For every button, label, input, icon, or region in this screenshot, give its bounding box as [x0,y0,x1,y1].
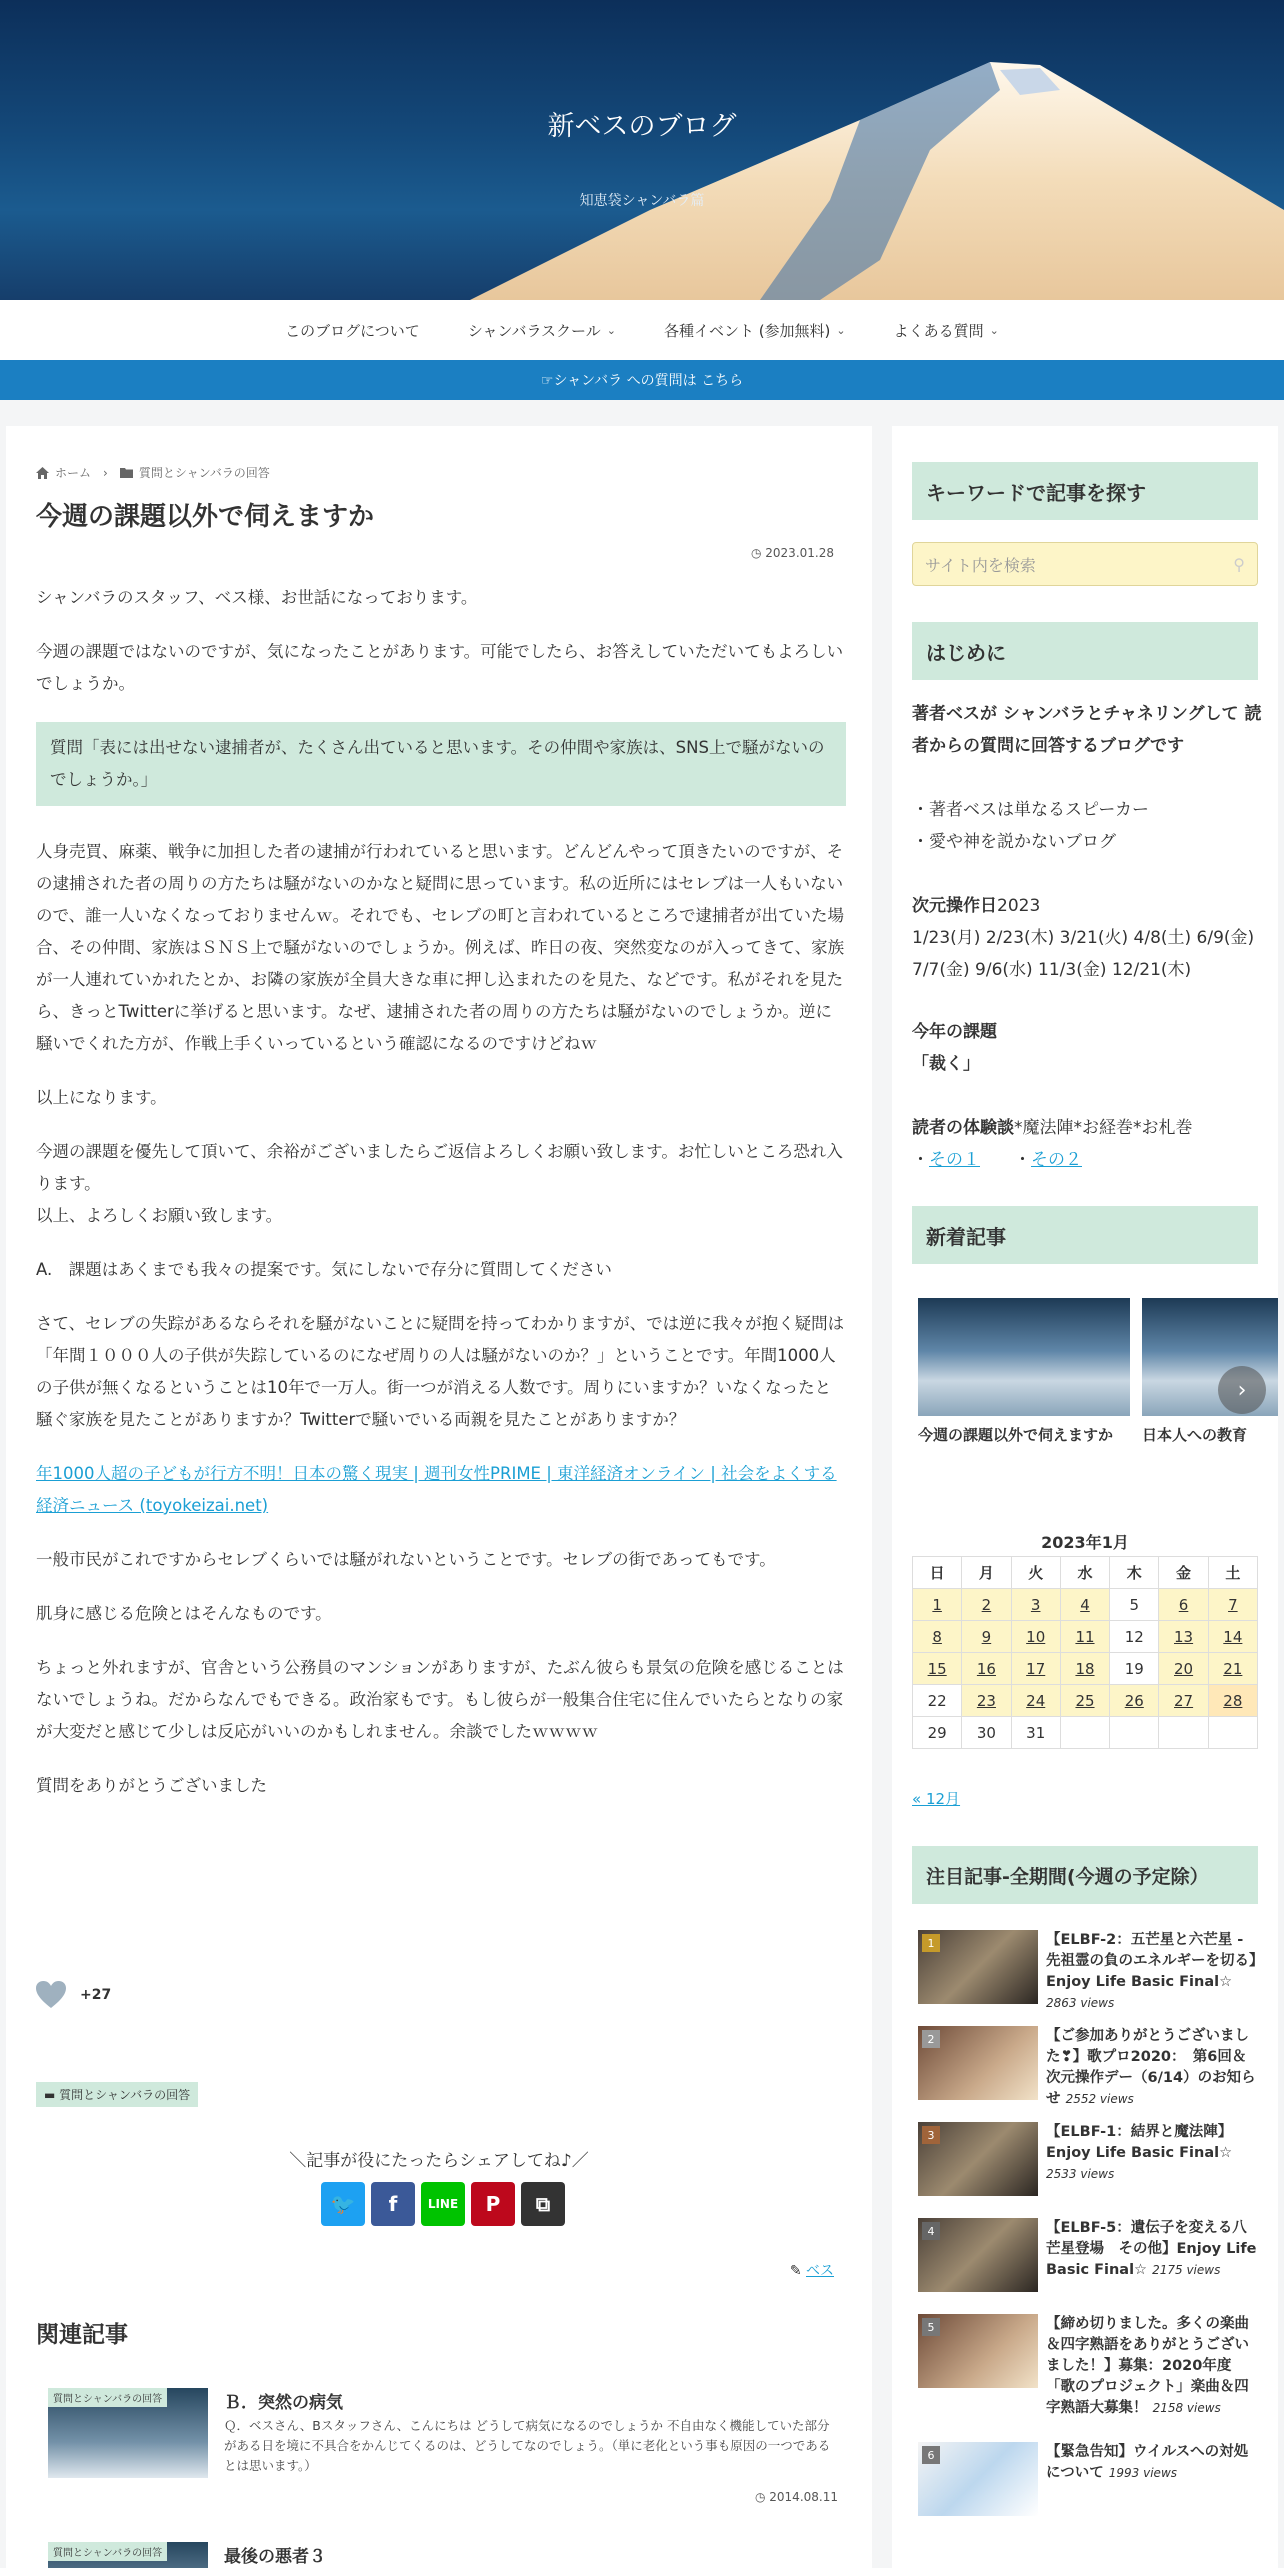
paragraph: シャンバラのスタッフ、ベス様、お世話になっております。 [36,588,478,607]
chevron-down-icon: ⌄ [989,323,999,337]
calendar-day[interactable]: 7 [1208,1589,1257,1621]
calendar-day[interactable]: 6 [1159,1589,1208,1621]
popular-title-text[interactable]: 【ELBF-2：五芒星と六芒星 - 先祖霊の負のエネルギーを切る】Enjoy Life Basic Final☆ [1046,1932,1257,1990]
intro-widget-heading: はじめに [912,622,1258,680]
paragraph: 質問をありがとうございました [36,1776,267,1795]
post-body [36,582,846,1824]
home-icon [36,467,49,479]
post-date [751,546,834,560]
pinterest-share-button[interactable]: P [471,2182,515,2226]
copy-share-button[interactable]: ⧉ [521,2182,565,2226]
related-category: 質問とシャンバラの回答 [48,2542,167,2561]
calendar-day[interactable]: 27 [1159,1685,1208,1717]
popular-title[interactable] [1046,1930,1260,2014]
external-link[interactable]: 年1000人超の子どもが行方不明！日本の驚く現実 | 週刊女性PRIME | 東洋経済オンライン | 社会をよくする経済ニュース (toyokeizai.net) [36,1464,837,1515]
calendar-day[interactable]: 14 [1208,1621,1257,1653]
calendar-day-header: 金 [1159,1557,1208,1589]
new-post-title[interactable]: 日本人への教育 [1142,1426,1248,1444]
popular-title-text[interactable]: 【締め切りました。多くの楽曲＆四字熟語をありがとうございました！】募集：2020年度「歌のプロジェクト」楽曲＆四字熟語大募集！ [1046,2316,1249,2416]
calendar-day[interactable]: 9 [962,1621,1011,1653]
calendar-day[interactable]: 21 [1208,1653,1257,1685]
like-button[interactable] [36,1981,111,2009]
new-posts-slider [918,1298,1278,1458]
exp-label: 読者の体験談 [912,1118,1014,1138]
search-input[interactable]: サイト内を検索 [925,555,1036,575]
related-excerpt: Ｑ．ベスさん、Bスタッフさん、こんにちは どうして病気になるのでしょうか 不自由なく機能していた部分がある日を境に不具合をかんじてくるのは、どうしてなのでしょう。（単に老化という事も原因の一つであるとは思います。） [224,2418,831,2473]
search-widget-heading: キーワードで記事を探す [912,462,1258,520]
related-category: 質問とシャンバラの回答 [48,2388,167,2407]
dimension-dates-label [912,890,1262,922]
nav-label: 各種イベント (参加無料) [663,321,831,340]
calendar-day[interactable]: 24 [1011,1685,1060,1717]
chevron-right-icon: › [103,465,108,480]
nav-item-school[interactable] [444,320,640,341]
site-subtitle: 知恵袋シャンバラ篇 [579,193,705,209]
calendar-prev[interactable] [912,1788,960,1809]
calendar-day: 29 [913,1717,962,1749]
experience-links: ・その１ ・その２ [912,1150,1082,1170]
related-thumbnail[interactable] [48,2388,208,2478]
breadcrumb-home[interactable]: ホーム [55,466,92,480]
calendar-day[interactable]: 10 [1011,1621,1060,1653]
mount-fuji-image [0,0,1284,300]
popular-title-text[interactable]: 【緊急告知】ウイルスへの対処について [1046,2444,1249,2481]
popular-rank: 4 [922,2222,940,2240]
calendar-day [1060,1717,1109,1749]
category-tag[interactable] [36,2082,198,2107]
folder-icon: ▬ [44,2088,60,2102]
popular-title-text[interactable]: 【ご参加ありがとうございました❣】歌プロ2020： 第6回＆次元操作デー（6/14）のお知らせ [1046,2028,1256,2107]
calendar-day[interactable]: 3 [1011,1589,1060,1621]
calendar-day[interactable]: 2 [962,1589,1011,1621]
popular-rank: 6 [922,2446,940,2464]
global-nav [0,300,1284,360]
dates-label: 次元操作日 [912,896,997,916]
paragraph: A. 課題はあくまでも我々の提案です。気にしないで存分に質問してください [36,1260,612,1279]
popular-rank: 5 [922,2318,940,2336]
calendar-day[interactable]: 4 [1060,1589,1109,1621]
clock-icon: ◷ [750,546,766,560]
calendar-day[interactable]: 28 [1208,1685,1257,1717]
nav-label: シャンバラスクール [467,321,601,340]
intro-text: 著者ベスが シャンバラとチャネリングして 読者からの質問に回答するブログです [912,704,1262,756]
search-box[interactable] [912,542,1258,586]
dimension-dates: 1/23(月) 2/23(木) 3/21(火) 4/8(土) 6/9(金) 7/7(金) 9/6(水) 11/3(金) 12/21(木) [912,928,1255,980]
dates-year: 2023 [997,896,1041,916]
related-title[interactable]: 最後の悪者３ [224,2547,326,2567]
sidebar [892,426,1278,2568]
exp-rest: *魔法陣*お経巻*お札巻 [1014,1118,1193,1138]
slider-next-button[interactable] [1218,1366,1266,1414]
heart-icon [36,1981,66,2009]
paragraph-line: 今週の課題を優先して頂いて、余裕がございましたらご返信よろしくお願い致します。お忙しいところ恐れ入ります。 [36,1142,843,1193]
paragraph-line: 以上、よろしくお願い致します。 [36,1206,283,1225]
popular-thumbnail[interactable] [918,2026,1038,2100]
calendar-day [1208,1717,1257,1749]
popular-title[interactable] [1046,2026,1260,2110]
task-text: 「裁く」 [912,1054,980,1074]
popular-title[interactable] [1046,2442,1260,2484]
popular-views: 2175 views [1152,2263,1221,2277]
new-post-title[interactable]: 今週の課題以外で伺えますか [918,1426,1114,1444]
related-date-text: 2014.08.11 [769,2490,838,2504]
calendar-day: 22 [913,1685,962,1717]
nav-item-about[interactable] [261,320,444,341]
calendar-day-header: 日 [913,1557,962,1589]
new-posts-heading: 新着記事 [912,1206,1258,1264]
calendar-day[interactable]: 16 [962,1653,1011,1685]
calendar-day: 5 [1110,1589,1159,1621]
calendar-day-header: 木 [1110,1557,1159,1589]
popular-rank: 3 [922,2126,940,2144]
related-date [755,2490,838,2504]
paragraph: 肌身に感じる危険とはそんなものです。 [36,1604,332,1623]
related-title[interactable]: Ｂ．突然の病気 [224,2393,343,2413]
paragraph: さて、セレブの失踪があるならそれを騒がないことに疑問を持ってわかりますが、では逆に我々が抱く疑問は「年間１０００人の子供が失踪しているのになぜ周りの人は騒がないのか？」ということです。年間1000人の子供が無くなるということは10年で一万人。街一つが消える人数です。周りにいますか？いなくなったと騒ぐ家族を見たことがありますか？Twitterで騒いでいる両親を見たことがありますか？ [36,1314,845,1429]
popular-views: 2158 views [1152,2401,1221,2415]
calendar-day[interactable]: 15 [913,1653,962,1685]
experience-link-1[interactable]: その１ [929,1150,980,1170]
popular-title-text[interactable]: 【ELBF-1：結界と魔法陣】Enjoy Life Basic Final☆ [1046,2124,1233,2161]
popular-thumbnail[interactable] [918,2314,1038,2388]
clock-icon: ◷ [754,2490,770,2504]
header-banner [0,0,1284,300]
popular-title-text[interactable]: 【ELBF-5：遺伝子を変える八芒星登場 その他】Enjoy Life Basic Final☆ [1046,2220,1257,2278]
paragraph: 今週の課題ではないのですが、気になったことがあります。可能でしたら、お答えしていただいてもよろしいでしょうか。 [36,642,844,693]
popular-views: 1993 views [1108,2466,1178,2480]
folder-icon [120,467,133,478]
task-label: 今年の課題 [912,1022,997,1042]
paragraph: 人身売買、麻薬、戦争に加担した者の逮捕が行われていると思います。どんどんやって頂きたいのですが、その逮捕された者の周りの方たちは騒がないのかなと疑問に思っています。私の近所にはセレブは一人もいないので、誰一人いなくなっておりませんｗ。それでも、セレブの町と言われているところで逮捕者が出ていた場合、その仲間、家族はＳＮＳ上で騒がないのでしょうか。例えば、昨日の夜、突然変なのが入ってきて、家族が一人連れていかれたとか、お隣の家族が全員大きな車に押し込まれたのを見た、などです。私がそれを見たら、きっとTwitterに挙げると思います。なぜ、逮捕された者の周りの方たちは騒がないのでしょうか。逆に騒いでくれた方が、作戦上手くいっているという確認になるのですけどねｗ [36,842,845,1053]
popular-heading: 注目記事-全期間(今週の予定除） [912,1846,1258,1904]
popular-rank: 1 [922,1934,940,1952]
calendar-day: 30 [962,1717,1011,1749]
calendar-day-header: 土 [1208,1557,1257,1589]
calendar-day[interactable]: 17 [1011,1653,1060,1685]
calendar-day: 19 [1110,1653,1159,1685]
calendar-day [1110,1717,1159,1749]
author-link[interactable]: ベス [806,2263,834,2279]
site-title[interactable]: 新ベスのブログ [547,111,737,142]
chevron-down-icon: ⌄ [836,323,846,337]
search-icon[interactable]: ⚲ [1233,554,1245,574]
calendar-day [1159,1717,1208,1749]
popular-title[interactable] [1046,2314,1260,2419]
share-buttons [321,2182,565,2226]
intro-list-item: ・著者ベスは単なるスピーカー [912,800,1149,820]
popular-views: 2552 views [1065,2092,1134,2106]
experience-text [912,1112,1262,1144]
calendar-day[interactable]: 18 [1060,1653,1109,1685]
nav-item-faq[interactable] [870,320,1023,341]
calendar [912,1556,1258,1749]
intro-list-item: ・愛や神を説かないブログ [912,832,1116,852]
calendar-day-header: 水 [1060,1557,1109,1589]
notice-bar[interactable]: ☞シャンバラ への質問は こちら [0,360,1284,400]
category-tag-label: 質問とシャンバラの回答 [59,2088,191,2102]
paragraph [36,1136,846,1232]
paragraph [36,1458,846,1522]
article [6,426,872,2568]
breadcrumb-category[interactable]: 質問とシャンバラの回答 [138,466,270,480]
related-heading: 関連記事 [36,2322,128,2348]
calendar-day: 12 [1110,1621,1159,1653]
nav-label: よくある質問 [893,321,984,340]
question-quote: 質問「表には出せない逮捕者が、たくさん出ていると思います。その仲間や家族は、SNS上で騒がないのでしょうか。」 [36,722,846,806]
popular-thumbnail[interactable] [918,1930,1038,2004]
calendar-day-header: 月 [962,1557,1011,1589]
post-date-text: 2023.01.28 [765,546,834,560]
breadcrumb [36,464,270,481]
chevron-down-icon: ⌄ [606,323,616,337]
popular-views: 2533 views [1046,2167,1115,2181]
calendar-day[interactable]: 11 [1060,1621,1109,1653]
paragraph: 以上になります。 [36,1088,167,1107]
post-author [790,2260,834,2280]
post-title: 今週の課題以外で伺えますか [36,502,375,532]
paragraph: 一般市民がこれですからセレブくらいでは騒がれないということです。セレブの街であってもです。 [36,1550,776,1569]
calendar-day[interactable]: 25 [1060,1685,1109,1717]
calendar-day-header: 火 [1011,1557,1060,1589]
popular-title[interactable] [1046,2218,1260,2281]
calendar-day[interactable]: 1 [913,1589,962,1621]
popular-thumbnail[interactable] [918,2122,1038,2196]
popular-views: 2863 views [1046,1996,1115,2010]
facebook-share-button[interactable]: f [371,2182,415,2226]
line-share-button[interactable]: LINE [421,2182,465,2226]
calendar-day: 31 [1011,1717,1060,1749]
popular-thumbnail[interactable] [918,2442,1038,2516]
chevron-right-icon: › [1237,1377,1247,1403]
paragraph: ちょっと外れますが、官舎という公務員のマンションがありますが、たぶん彼らも景気の危険を感じることはないでしょうね。だからなんでもできる。政治家もです。もし彼らが一般集合住宅に住んでいたらとなりの家が大変だと感じて少しは反応がいいのかもしれません。余談でしたｗｗｗｗ [36,1658,844,1741]
nav-item-events[interactable] [640,320,870,341]
pen-icon: ✎ [789,2263,806,2279]
calendar-prev-link[interactable]: « 12月 [912,1790,961,1808]
calendar-day[interactable]: 26 [1110,1685,1159,1717]
calendar-day[interactable]: 20 [1159,1653,1208,1685]
nav-label: このブログについて [285,321,420,340]
share-heading: ＼記事が役にたったらシェアしてね♪／ [289,2151,589,2171]
like-count: +27 [80,1987,112,2003]
calendar-day[interactable]: 13 [1159,1621,1208,1653]
calendar-caption: 2023年1月 [1041,1533,1129,1552]
new-post-thumbnail[interactable] [918,1298,1130,1416]
popular-thumbnail[interactable] [918,2218,1038,2292]
twitter-share-button[interactable]: 🐦 [321,2182,365,2226]
new-post-card[interactable] [918,1298,1130,1445]
experience-link-2[interactable]: その２ [1031,1150,1082,1170]
related-thumbnail[interactable] [48,2542,208,2568]
popular-title[interactable] [1046,2122,1260,2185]
calendar-day[interactable]: 23 [962,1685,1011,1717]
popular-rank: 2 [922,2030,940,2048]
calendar-day[interactable]: 8 [913,1621,962,1653]
